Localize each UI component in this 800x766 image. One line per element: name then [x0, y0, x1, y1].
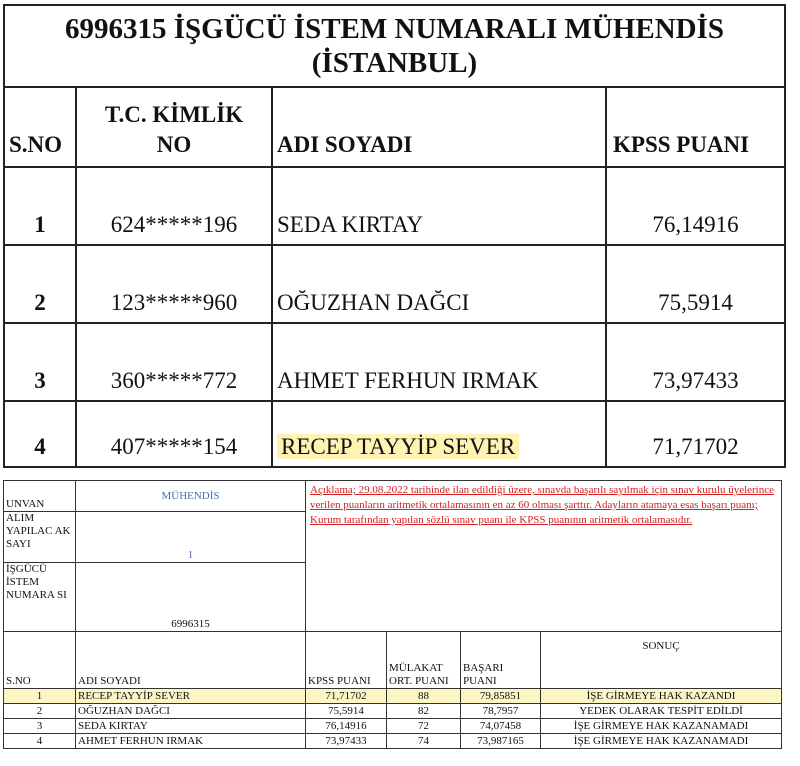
highlighted-name: RECEP TAYYİP SEVER	[277, 434, 519, 459]
row-sno: 2	[4, 245, 76, 323]
unvan-value: MÜHENDİS	[76, 481, 306, 512]
table-row	[4, 689, 782, 704]
row-sno: 4	[4, 734, 76, 749]
row-kpss: 76,14916	[306, 719, 387, 734]
row-kpss: 73,97433	[606, 323, 785, 401]
row-name-highlighted	[272, 401, 606, 467]
header-sno: S.NO	[4, 632, 76, 689]
title-line-1: 6996315 İŞGÜCÜ İSTEM NUMARALI MÜHENDİS	[65, 13, 724, 45]
row-sno: 3	[4, 323, 76, 401]
row-sno: 1	[4, 689, 76, 704]
row-tc: 624*****196	[76, 167, 272, 245]
row-tc: 123*****960	[76, 245, 272, 323]
row-name: RECEP TAYYİP SEVER	[76, 689, 306, 704]
table-row	[4, 401, 785, 467]
row-tc: 407*****154	[76, 401, 272, 467]
row-name: OĞUZHAN DAĞCI	[76, 704, 306, 719]
row-mulakat: 74	[387, 734, 461, 749]
row-kpss: 73,97433	[306, 734, 387, 749]
header-adi-soyadi: ADI SOYADI	[272, 87, 606, 167]
header-mulakat: MÜLAKAT ORT. PUANI	[387, 632, 461, 689]
row-sno: 2	[4, 704, 76, 719]
row-kpss: 71,71702	[606, 401, 785, 467]
istem-numarasi-value: 6996315	[76, 563, 306, 632]
header-tc-line-2: NO	[156, 132, 192, 157]
table-row	[4, 719, 782, 734]
row-tc: 360*****772	[76, 323, 272, 401]
top-table-title	[4, 5, 785, 87]
row-mulakat: 82	[387, 704, 461, 719]
row-name: SEDA KIRTAY	[76, 719, 306, 734]
table-row	[4, 734, 782, 749]
row-kpss: 75,5914	[306, 704, 387, 719]
row-name: SEDA KIRTAY	[272, 167, 606, 245]
row-mulakat: 72	[387, 719, 461, 734]
row-sonuc: İŞE GİRMEYE HAK KAZANDI	[541, 689, 782, 704]
header-tc-line-1: T.C. KİMLİK	[104, 102, 244, 127]
row-sno: 1	[4, 167, 76, 245]
row-name: OĞUZHAN DAĞCI	[272, 245, 606, 323]
istem-numarasi-label: İŞGÜCÜ İSTEM NUMARA SI	[4, 563, 76, 632]
row-mulakat: 88	[387, 689, 461, 704]
alim-sayi-label: ALIM YAPILAC AK SAYI	[4, 512, 76, 563]
header-kpss-puani: KPSS PUANI	[606, 87, 785, 167]
header-basari: BAŞARI PUANI	[461, 632, 541, 689]
title-line-2: (İSTANBUL)	[311, 47, 478, 79]
alim-sayi-value: 1	[76, 512, 306, 563]
row-sonuc: İŞE GİRMEYE HAK KAZANAMADI	[541, 734, 782, 749]
row-basari: 78,7957	[461, 704, 541, 719]
row-kpss: 71,71702	[306, 689, 387, 704]
row-kpss: 75,5914	[606, 245, 785, 323]
row-name: AHMET FERHUN IRMAK	[272, 323, 606, 401]
header-sno: S.NO	[4, 87, 76, 167]
row-sonuc: YEDEK OLARAK TESPİT EDİLDİ	[541, 704, 782, 719]
row-sonuc: İŞE GİRMEYE HAK KAZANAMADI	[541, 719, 782, 734]
header-kpss-puani: KPSS PUANI	[306, 632, 387, 689]
bottom-results-table	[3, 480, 782, 749]
row-name: AHMET FERHUN IRMAK	[76, 734, 306, 749]
bottom-header-row	[4, 632, 782, 689]
top-table-header-row	[4, 87, 785, 167]
row-basari: 79,85851	[461, 689, 541, 704]
row-basari: 74,07458	[461, 719, 541, 734]
header-sonuc: SONUÇ	[541, 632, 782, 689]
header-tc-kimlik	[76, 87, 272, 167]
table-row	[4, 245, 785, 323]
row-sno: 4	[4, 401, 76, 467]
unvan-label: UNVAN	[4, 481, 76, 512]
top-results-table	[3, 4, 786, 468]
table-row	[4, 167, 785, 245]
explanation-note: Açıklama; 29.08.2022 tarihinde ilan edildiği üzere, sınavda başarılı sayılmak için sınav kurulu üyelerince verilen puanların aritmetik ortalamasının en az 60 olması şarttır. Adayların atamaya esas başarı puanı; Kurum tarafından yapılan sözlü sınav puanı ile KPSS puanının aritmetik ortalamasıdır.	[306, 481, 782, 632]
table-row	[4, 704, 782, 719]
row-sno: 3	[4, 719, 76, 734]
row-basari: 73,987165	[461, 734, 541, 749]
table-row	[4, 323, 785, 401]
row-kpss: 76,14916	[606, 167, 785, 245]
header-adi-soyadi: ADI SOYADI	[76, 632, 306, 689]
